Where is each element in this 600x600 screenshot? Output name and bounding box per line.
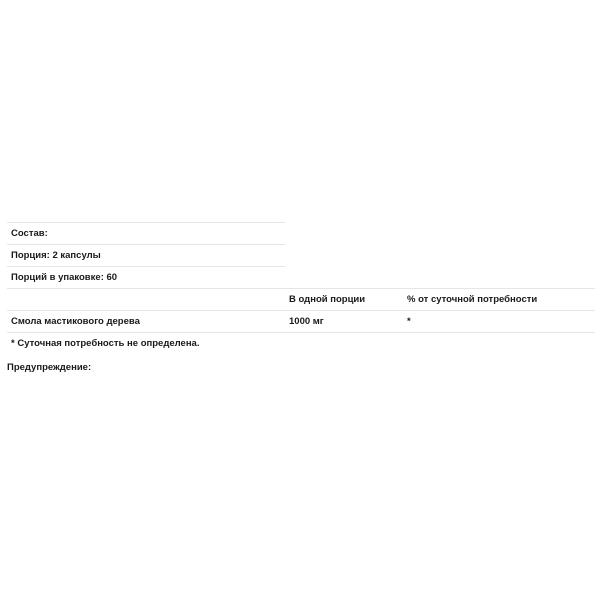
warning-heading: Предупреждение: bbox=[7, 362, 92, 373]
column-header-per-serving: В одной порции bbox=[285, 289, 403, 311]
ingredient-row bbox=[7, 311, 595, 333]
serving-size: Порция: 2 капсулы bbox=[7, 245, 285, 267]
footnote-row bbox=[7, 333, 595, 355]
servings-per-container: Порций в упаковке: 60 bbox=[7, 267, 285, 289]
column-header-daily-value: % от суточной потребности bbox=[403, 289, 595, 311]
ingredient-name: Смола мастикового дерева bbox=[7, 311, 285, 333]
serving-size-row bbox=[7, 245, 595, 267]
footnote: * Суточная потребность не определена. bbox=[7, 333, 285, 355]
column-header-row bbox=[7, 289, 595, 311]
composition-heading: Состав: bbox=[7, 223, 285, 245]
composition-heading-row bbox=[7, 223, 595, 245]
composition-table bbox=[7, 222, 595, 354]
ingredient-daily-value: * bbox=[403, 311, 595, 333]
servings-per-container-row bbox=[7, 267, 595, 289]
ingredient-amount: 1000 мг bbox=[285, 311, 403, 333]
